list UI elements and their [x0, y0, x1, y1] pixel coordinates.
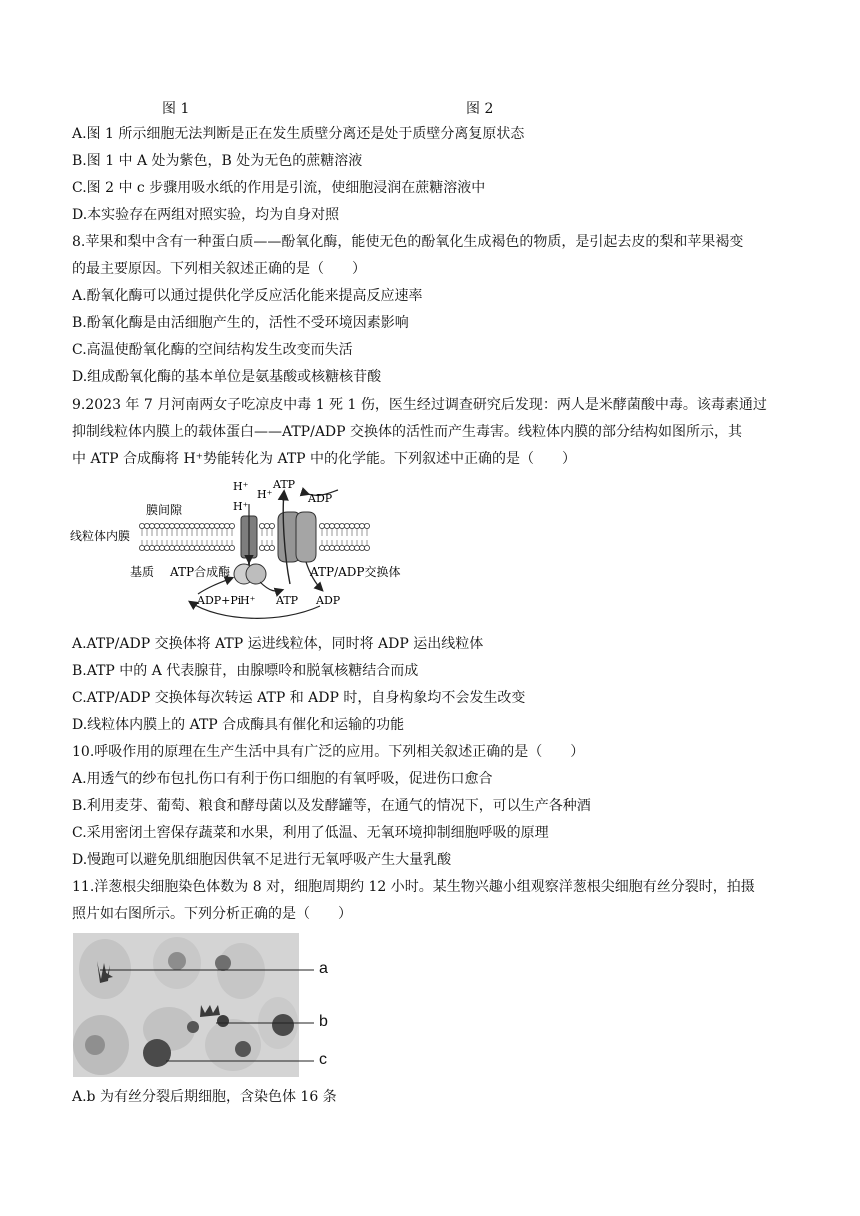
lipid-head	[189, 523, 194, 528]
q8-option-d: D.组成酚氧化酶的基本单位是氨基酸或核糖核苷酸	[72, 369, 382, 385]
lipid-head	[149, 523, 154, 528]
label-exchanger: ATP/ADP交换体	[310, 565, 401, 579]
lipid-head	[144, 523, 149, 528]
lipid-head	[224, 523, 229, 528]
lipid-head	[204, 523, 209, 528]
lipid-head	[264, 523, 269, 528]
label-h-plus-top: H⁺	[233, 480, 249, 493]
lipid-head	[214, 523, 219, 528]
label-h-plus-matrix: H⁺	[240, 594, 256, 607]
q7-option-b: B.图 1 中 A 处为紫色，B 处为无色的蔗糖溶液	[72, 153, 363, 169]
q8-option-c: C.高温使酚氧化酶的空间结构发生改变而失活	[72, 342, 353, 358]
q10-option-d: D.慢跑可以避免肌细胞因供氧不足进行无氧呼吸产生大量乳酸	[72, 852, 452, 868]
lipid-head	[184, 523, 189, 528]
lipid-head	[209, 545, 214, 550]
q9-stem-line-2: 抑制线粒体内膜上的载体蛋白——ATP/ADP 交换体的活性而产生毒害。线粒体内膜的部分结构如图所示，其	[72, 424, 743, 440]
lipid-head	[259, 545, 264, 550]
lipid-head	[219, 523, 224, 528]
q10-option-b: B.利用麦芽、葡萄、粮食和酵母菌以及发酵罐等，在通气的情况下，可以生产各种酒	[72, 798, 591, 814]
q9-stem-line-3: 中 ATP 合成酶将 H⁺势能转化为 ATP 中的化学能。下列叙述中正确的是（ ）	[72, 451, 577, 467]
lipid-head	[344, 523, 349, 528]
figure-1-label: 图 1	[162, 101, 190, 117]
lipid-head	[354, 545, 359, 550]
lipid-head	[174, 523, 179, 528]
lipid-head	[269, 545, 274, 550]
lipid-head	[139, 545, 144, 550]
q9-option-b: B.ATP 中的 A 代表腺苷，由腺嘌呤和脱氧核糖结合而成	[72, 663, 419, 679]
label-atp-matrix: ATP	[276, 594, 299, 607]
q8-option-a: A.酚氧化酶可以通过提供化学反应活化能来提高反应速率	[72, 288, 423, 304]
label-atp-out: ATP	[273, 478, 296, 491]
lipid-head	[329, 545, 334, 550]
lipid-head	[199, 545, 204, 550]
lipid-head	[229, 523, 234, 528]
q9-option-d: D.线粒体内膜上的 ATP 合成酶具有催化和运输的功能	[72, 717, 405, 733]
lipid-head	[349, 545, 354, 550]
q9-stem-line-1: 9.2023 年 7 月河南两女子吃凉皮中毒 1 死 1 伤，医生经过调查研究后发现：两人是米酵菌酸中毒。该毒素通过	[72, 397, 767, 413]
micrograph-pointer-lines	[100, 960, 350, 1072]
lipid-head	[164, 545, 169, 550]
q10-stem: 10.呼吸作用的原理在生产生活中具有广泛的应用。下列相关叙述正确的是（ ）	[72, 744, 585, 760]
lipid-head	[174, 545, 179, 550]
lipid-head	[359, 545, 364, 550]
lipid-head	[214, 545, 219, 550]
lipid-head	[269, 523, 274, 528]
q9-option-c: C.ATP/ADP 交换体每次转运 ATP 和 ADP 时，自身构象均不会发生改变	[72, 690, 526, 706]
atp-synthase-head-right	[246, 564, 266, 584]
lipid-head	[194, 545, 199, 550]
lipid-head	[364, 545, 369, 550]
micrograph-label-b: b	[319, 1013, 328, 1030]
q10-option-c: C.采用密闭土窖保存蔬菜和水果，利用了低温、无氧环境抑制细胞呼吸的原理	[72, 825, 549, 841]
lipid-head	[149, 545, 154, 550]
mitochondrial-membrane-diagram	[70, 474, 410, 624]
input-arrow	[198, 578, 232, 594]
lipid-head	[359, 523, 364, 528]
lipid-head	[324, 523, 329, 528]
lipid-head	[224, 545, 229, 550]
lipid-head	[199, 523, 204, 528]
lipid-head	[324, 545, 329, 550]
lipid-head	[334, 523, 339, 528]
micrograph-label-c: c	[319, 1051, 327, 1068]
lipid-head	[319, 545, 324, 550]
lipid-head	[319, 523, 324, 528]
lipid-head	[264, 545, 269, 550]
q8-stem-line-2: 的最主要原因。下列相关叙述正确的是（ ）	[72, 261, 366, 277]
lipid-head	[229, 545, 234, 550]
label-h-plus-third: H⁺	[233, 500, 249, 513]
lipid-head	[179, 523, 184, 528]
lipid-head	[204, 545, 209, 550]
lipid-head	[139, 523, 144, 528]
q7-option-c: C.图 2 中 c 步骤用吸水纸的作用是引流，使细胞浸润在蔗糖溶液中	[72, 180, 486, 196]
label-h-plus-second: H⁺	[257, 488, 273, 501]
lipid-head	[259, 523, 264, 528]
micrograph-label-a: a	[319, 960, 328, 977]
q11-option-a: A.b 为有丝分裂后期细胞，含染色体 16 条	[72, 1089, 337, 1105]
q7-option-a: A.图 1 所示细胞无法判断是正在发生质壁分离还是处于质壁分离复原状态	[72, 126, 525, 142]
lipid-head	[189, 545, 194, 550]
q8-option-b: B.酚氧化酶是由活细胞产生的，活性不受环境因素影响	[72, 315, 409, 331]
lipid-head	[144, 545, 149, 550]
lipid-head	[159, 545, 164, 550]
q10-option-a: A.用透气的纱布包扎伤口有利于伤口细胞的有氧呼吸，促进伤口愈合	[72, 771, 493, 787]
lipid-head	[164, 523, 169, 528]
lipid-head	[159, 523, 164, 528]
label-adp-out: ADP	[308, 492, 333, 505]
lipid-head	[169, 523, 174, 528]
lipid-head	[339, 545, 344, 550]
lipid-head	[334, 545, 339, 550]
label-matrix: 基质	[130, 565, 155, 579]
lipid-head	[354, 523, 359, 528]
lipid-head	[329, 523, 334, 528]
lipid-head	[154, 545, 159, 550]
figure-2-label: 图 2	[466, 101, 494, 117]
lipid-head	[364, 523, 369, 528]
label-intermembrane-space: 膜间隙	[146, 503, 183, 517]
label-atp-synthase: ATP合成酶	[170, 565, 231, 579]
atp-adp-exchanger-right	[296, 512, 316, 562]
lipid-head	[339, 523, 344, 528]
lipid-head	[219, 545, 224, 550]
lipid-head	[169, 545, 174, 550]
q7-option-d: D.本实验存在两组对照实验，均为自身对照	[72, 207, 340, 223]
lipid-head	[179, 545, 184, 550]
lipid-head	[194, 523, 199, 528]
label-inner-membrane: 线粒体内膜	[70, 529, 131, 543]
label-adp-matrix: ADP	[316, 594, 341, 607]
q11-stem-line-1: 11.洋葱根尖细胞染色体数为 8 对，细胞周期约 12 小时。某生物兴趣小组观察洋葱根尖细胞有丝分裂时，拍摄	[72, 879, 755, 895]
lipid-head	[154, 523, 159, 528]
synthesis-arrow	[260, 582, 282, 591]
q11-stem-line-2: 照片如右图所示。下列分析正确的是（ ）	[72, 906, 352, 922]
lipid-head	[349, 523, 354, 528]
lipid-head	[209, 523, 214, 528]
q9-option-a: A.ATP/ADP 交换体将 ATP 运进线粒体，同时将 ADP 运出线粒体	[72, 636, 484, 652]
lipid-head	[184, 545, 189, 550]
q8-stem-line-1: 8.苹果和梨中含有一种蛋白质——酚氧化酶，能使无色的酚氧化生成褐色的物质，是引起去皮的梨和苹果褐变	[72, 234, 744, 250]
lipid-head	[344, 545, 349, 550]
label-adp-pi: ADP+Pi	[197, 594, 242, 607]
